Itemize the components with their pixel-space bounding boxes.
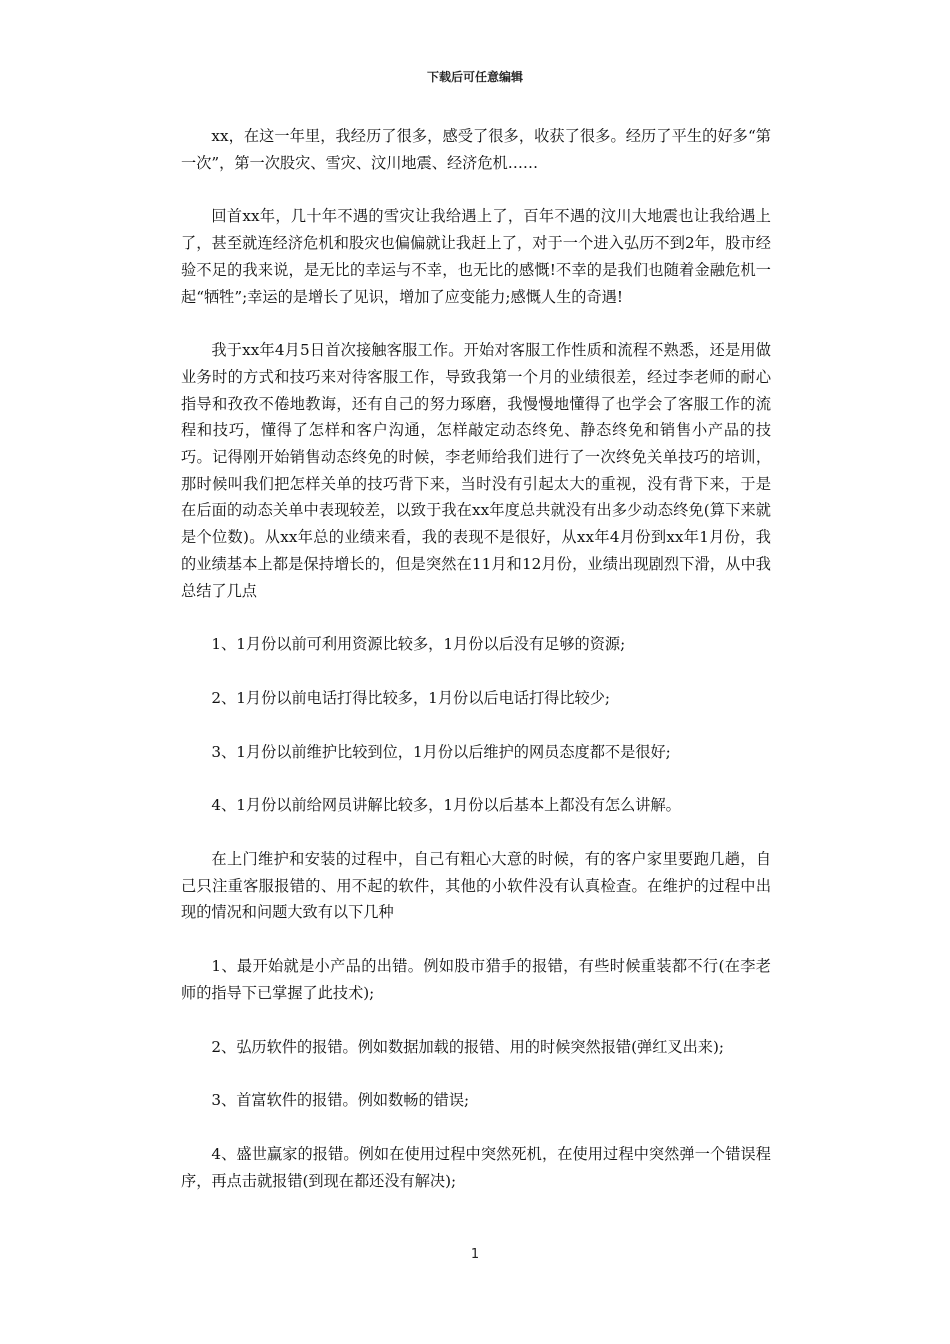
paragraph-review: 回首xx年，几十年不遇的雪灾让我给遇上了，百年不遇的汶川大地震也让我给遇上了，甚至就连经济危机和股灾也偏偏就让我赶上了，对于一个进入弘历不到2年，股市经验不足的我来说，是无比的幸运与不幸，也无比的感慨!不幸的是我们也随着金融危机一起“牺牲”;幸运的是增长了见识，增加了应变能力;感慨人生的奇遇! (181, 207, 771, 306)
page-number: 1 (470, 1247, 480, 1262)
list-item-explanation: 4、1月份以前给网员讲解比较多，1月份以后基本上都没有怎么讲解。 (211, 796, 681, 815)
document-body (181, 123, 771, 1221)
paragraph-intro: xx，在这一年里，我经历了很多，感受了很多，收获了很多。经历了平生的好多“第一次”，第一次股灾、雪灾、汶川地震、经济危机…… (181, 127, 771, 172)
paragraph-onsite-maintenance: 在上门维护和安装的过程中，自己有粗心大意的时候，有的客户家里要跑几趟，自己只注重客服报错的、用不起的软件，其他的小软件没有认真检查。在维护的过程中出现的情况和问题大致有以下几种 (181, 850, 771, 922)
list-item-small-product-error: 1、最开始就是小产品的出错。例如股市猎手的报错，有些时候重装都不行(在李老师的指导下已掌握了此技术); (181, 957, 771, 1002)
page-header: 下载后可任意编辑 (426, 70, 523, 84)
list-item-calls: 2、1月份以前电话打得比较多，1月份以后电话打得比较少; (211, 688, 610, 707)
list-item-maintenance: 3、1月份以前维护比较到位，1月份以后维护的网员态度都不是很好; (211, 742, 671, 761)
list-item-resources: 1、1月份以前可利用资源比较多，1月份以后没有足够的资源; (211, 635, 626, 654)
list-item-shoufu-error: 3、首富软件的报错。例如数畅的错误; (211, 1091, 470, 1110)
list-item-shengshi-error: 4、盛世赢家的报错。例如在使用过程中突然死机，在使用过程中突然弹一个错误程序，再点击就报错(到现在都还没有解决); (181, 1144, 771, 1190)
list-item-hongli-error: 2、弘历软件的报错。例如数据加载的报错、用的时候突然报错(弹红叉出来); (211, 1037, 725, 1056)
paragraph-customer-service: 我于xx年4月5日首次接触客服工作。开始对客服工作性质和流程不熟悉，还是用做业务时的方式和技巧来对待客服工作，导致我第一个月的业绩很差，经过李老师的耐心指导和孜孜不倦地教诲，还有自己的努力琢磨，我慢慢地懂得了也学会了客服工作的流程和技巧，懂得了怎样和客户沟通，怎样敲定动态终免、静态终免和销售小产品的技巧。记得刚开始销售动态终免的时候，李老师给我们进行了一次终免关单技巧的培训，那时候叫我们把怎样关单的技巧背下来，当时没有引起太大的重视，没有背下来，于是在后面的动态关单中表现较差，以致于我在xx年度总共就没有出多少动态终免(算下来就是个位数)。从xx年总的业绩来看，我的表现不是很好，从xx年4月份到xx年1月份，我的业绩基本上都是保持增长的，但是突然在11月和12月份，业绩出现剧烈下滑，从中我总结了几点 (181, 341, 771, 600)
